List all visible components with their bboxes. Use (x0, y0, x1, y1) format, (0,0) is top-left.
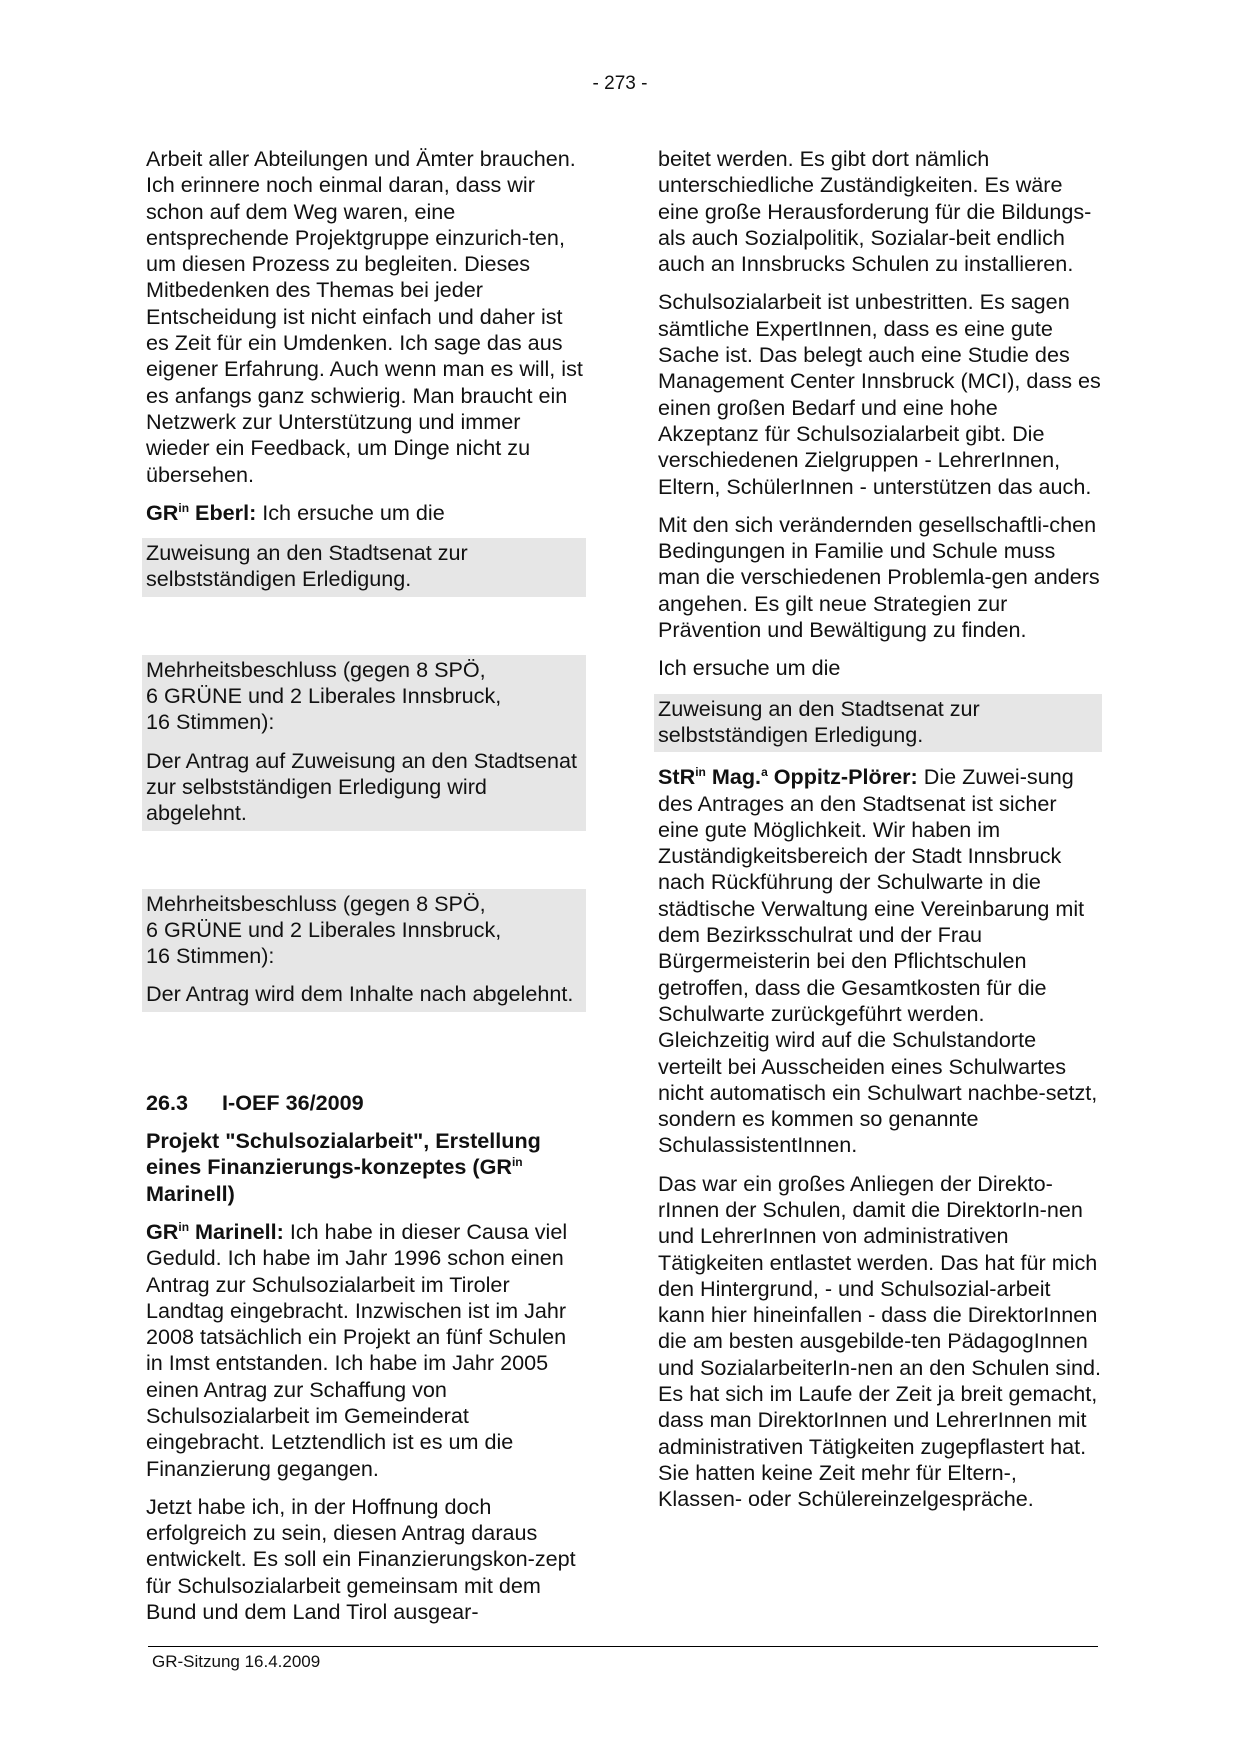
speaker-statement: StR$^{in}$ Mag.$^a$ Oppitz-Plörer: Die Zuwei-sung des Antrages an den Stadtsenat ist sicher eine gute Möglichkeit. Wir haben im Zuständigkeitsbereich der Stadt Innsbruck nach Rückführung der Schulwarte in die städtische Verwaltung eine Vereinbarung mit dem Bezirksschulrat und der Frau Bürgermeisterin bei den Pflichtschulen getroffen, dass die Gesamtkosten für die Schulwarte zurückgeführt werden. Gleichzeitig wird auf die Schulstandorte verteilt bei Ausscheiden eines Schulwartes nicht automatisch ein Schulwart nachbe-setzt, sondern es kommen so genannte SchulassistentInnen. (658, 764, 1098, 1158)
right-column (658, 146, 1102, 1525)
paragraph: beitet werden. Es gibt dort nämlich unterschiedliche Zuständigkeiten. Es wäre eine große Herausforderung für die Bildungs- als auch Sozialpolitik, Sozialar-beit endlich auch an Innsbrucks Schulen zu installieren. (658, 146, 1092, 277)
left-column (146, 146, 586, 1637)
resolution-vote: Mehrheitsbeschluss (gegen 8 SPÖ, 6 GRÜNE und 2 Liberales Innsbruck, 16 Stimmen): (146, 656, 502, 735)
resolution-text: Der Antrag auf Zuweisung an den Stadtsenat zur selbstständigen Erledigung wird abgelehnt. (146, 747, 577, 826)
paragraph: Mit den sich verändernden gesellschaftli-chen Bedingungen in Familie und Schule muss man die verschiedenen Problemla-gen anders angehen. Es gilt neue Strategien zur Prävention und Bewältigung zu finden. (658, 511, 1100, 643)
paragraph: Das war ein großes Anliegen der Direkto-rInnen der Schulen, damit die DirektorIn-nen und LehrerInnen von administrativen Tätigkeiten entlastet werden. Das hat für mich den Hintergrund, - und Schulsozial-arbeit kann hier hineinfallen - dass die DirektorInnen die am besten ausgebilde-ten PädagogInnen und SozialarbeiterIn-nen an den Schulen sind. Es hat sich im Laufe der Zeit ja breit gemacht, dass man DirektorInnen und LehrerInnen mit administrativen Tätigkeiten zugepflastert hat. Sie hatten keine Zeit mehr für Eltern-, Klassen- oder Schülereinzelgespräche. (658, 1170, 1101, 1512)
paragraph: Arbeit aller Abteilungen und Ämter brauchen. Ich erinnere noch einmal daran, dass wir schon auf dem Weg waren, eine entsprechende Projektgruppe einzurich-ten, um diesen Prozess zu begleiten. Dieses Mitbedenken des Themas bei jeder Entscheidung ist nicht einfach und daher ist es Zeit für ein Umdenken. Ich sage das aus eigener Erfahrung. Auch wenn man es will, ist es anfangs ganz schwierig. Man braucht ein Netzwerk zur Unterstützung und immer wieder ein Feedback, um Dinge nicht zu übersehen. (146, 146, 583, 487)
page-number: - 273 - (592, 73, 648, 94)
section-title: Projekt "Schulsozialarbeit", Erstellung eines Finanzierungs-konzeptes ($GR^{in}$ Marinell) (146, 1128, 541, 1206)
paragraph: Schulsozialarbeit ist unbestritten. Es sagen sämtliche ExpertInnen, dass es eine gute Sache ist. Das belegt auch eine Studie des Management Center Innsbruck (MCI), dass es einen großen Bedarf und eine hohe Akzeptanz für Schulsozialarbeit gibt. Die verschiedenen Zielgruppen - LehrerInnen, Eltern, SchülerInnen - unterstützen das auch. (658, 289, 1101, 499)
motion-text: Zuweisung an den Stadtsenat zur selbstständigen Erledigung. (658, 695, 980, 747)
section-number: 26.3 (146, 1089, 189, 1115)
speaker-statement: $GR^{in}$ Eberl: Ich ersuche um die (146, 499, 445, 525)
paragraph: Jetzt habe ich, in der Hoffnung doch erfolgreich zu sein, diesen Antrag daraus entwickelt. Es soll ein Finanzierungskon-zept für Schulsozialarbeit gemeinsam mit dem Bund und dem Land Tirol ausgear- (146, 1493, 576, 1625)
motion-box (142, 538, 586, 597)
resolution-text: Der Antrag wird dem Inhalte nach abgelehnt. (146, 981, 574, 1007)
section-heading (146, 1090, 586, 1116)
speaker-name: $GR^{in}$ Marinell: (146, 1218, 284, 1244)
resolution-vote: Mehrheitsbeschluss (gegen 8 SPÖ, 6 GRÜNE und 2 Liberales Innsbruck, 16 Stimmen): (146, 890, 502, 969)
footer-divider (148, 1646, 1098, 1647)
speaker-name: $GR^{in}$ Eberl: (146, 499, 257, 525)
footer-session: GR-Sitzung 16.4.2009 (152, 1652, 321, 1671)
resolution-box (142, 655, 586, 831)
motion-text: Zuweisung an den Stadtsenat zur selbstständigen Erledigung. (146, 540, 468, 592)
speaker-statement: $GR^{in}$ Marinell: Ich habe in dieser Causa viel Geduld. Ich habe im Jahr 1996 schon einen Antrag zur Schulsozialarbeit im Tiroler Landtag eingebracht. Inzwischen ist im Jahr 2008 tatsächlich ein Projekt an fünf Schulen in Imst entstanden. Ich habe im Jahr 2005 einen Antrag zur Schaffung von Schulsozialarbeit im Gemeinderat eingebracht. Letztendlich ist es um die Finanzierung gegangen. (146, 1218, 568, 1481)
paragraph: Ich ersuche um die (658, 655, 841, 681)
section-code: I-OEF 36/2009 (222, 1089, 364, 1115)
speaker-name: StR$^{in}$ Mag.$^a$ Oppitz-Plörer: (658, 764, 918, 790)
resolution-box (142, 889, 586, 1012)
motion-box (654, 694, 1102, 753)
